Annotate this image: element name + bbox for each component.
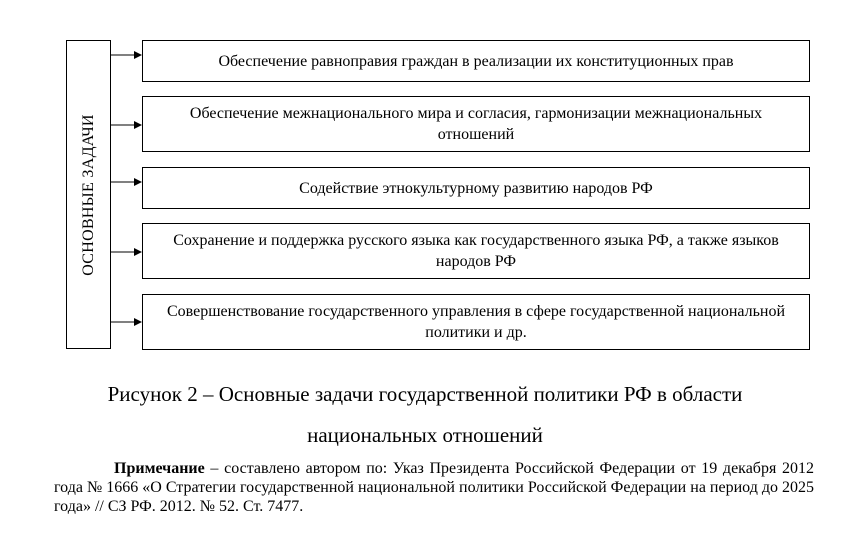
task-box-5 [142,294,810,350]
task-text-2: Обеспечение межнационального мира и согласия, гармонизации межнациональных отношений [189,105,763,143]
task-box-2 [142,96,810,152]
task-text-4: Сохранение и поддержка русского языка как государственного языка РФ, а также языков народов РФ [173,232,779,270]
task-text-5: Совершенствование государственного управления в сфере государственной национальной политики и др. [166,303,786,341]
main-tasks-label: ОСНОВНЫЕ ЗАДАЧИ [79,113,97,276]
task-text-3: Содействие этнокультурному развитию народов РФ [299,179,653,197]
task-box-4 [142,223,810,279]
main-tasks-box [66,40,111,349]
note-text: – составлено автором по: Указ Президента Российской Федерации от 19 декабря 2012 года № 1666 «О Стратегии государственной национальной политики Российской Федерации на период до 2025 года» // СЗ РФ. 2012. № 52. Ст. 7477. [54,460,814,515]
figure-caption-line-1: Рисунок 2 – Основные задачи государственной политики РФ в области [107,382,743,406]
note-label: Примечание [114,460,205,477]
task-box-1 [142,40,810,82]
task-text-1: Обеспечение равноправия граждан в реализации их конституционных прав [218,52,734,70]
source-note [54,459,814,516]
figure-caption-line-2: национальных отношений [307,423,543,447]
task-box-3 [142,167,810,209]
